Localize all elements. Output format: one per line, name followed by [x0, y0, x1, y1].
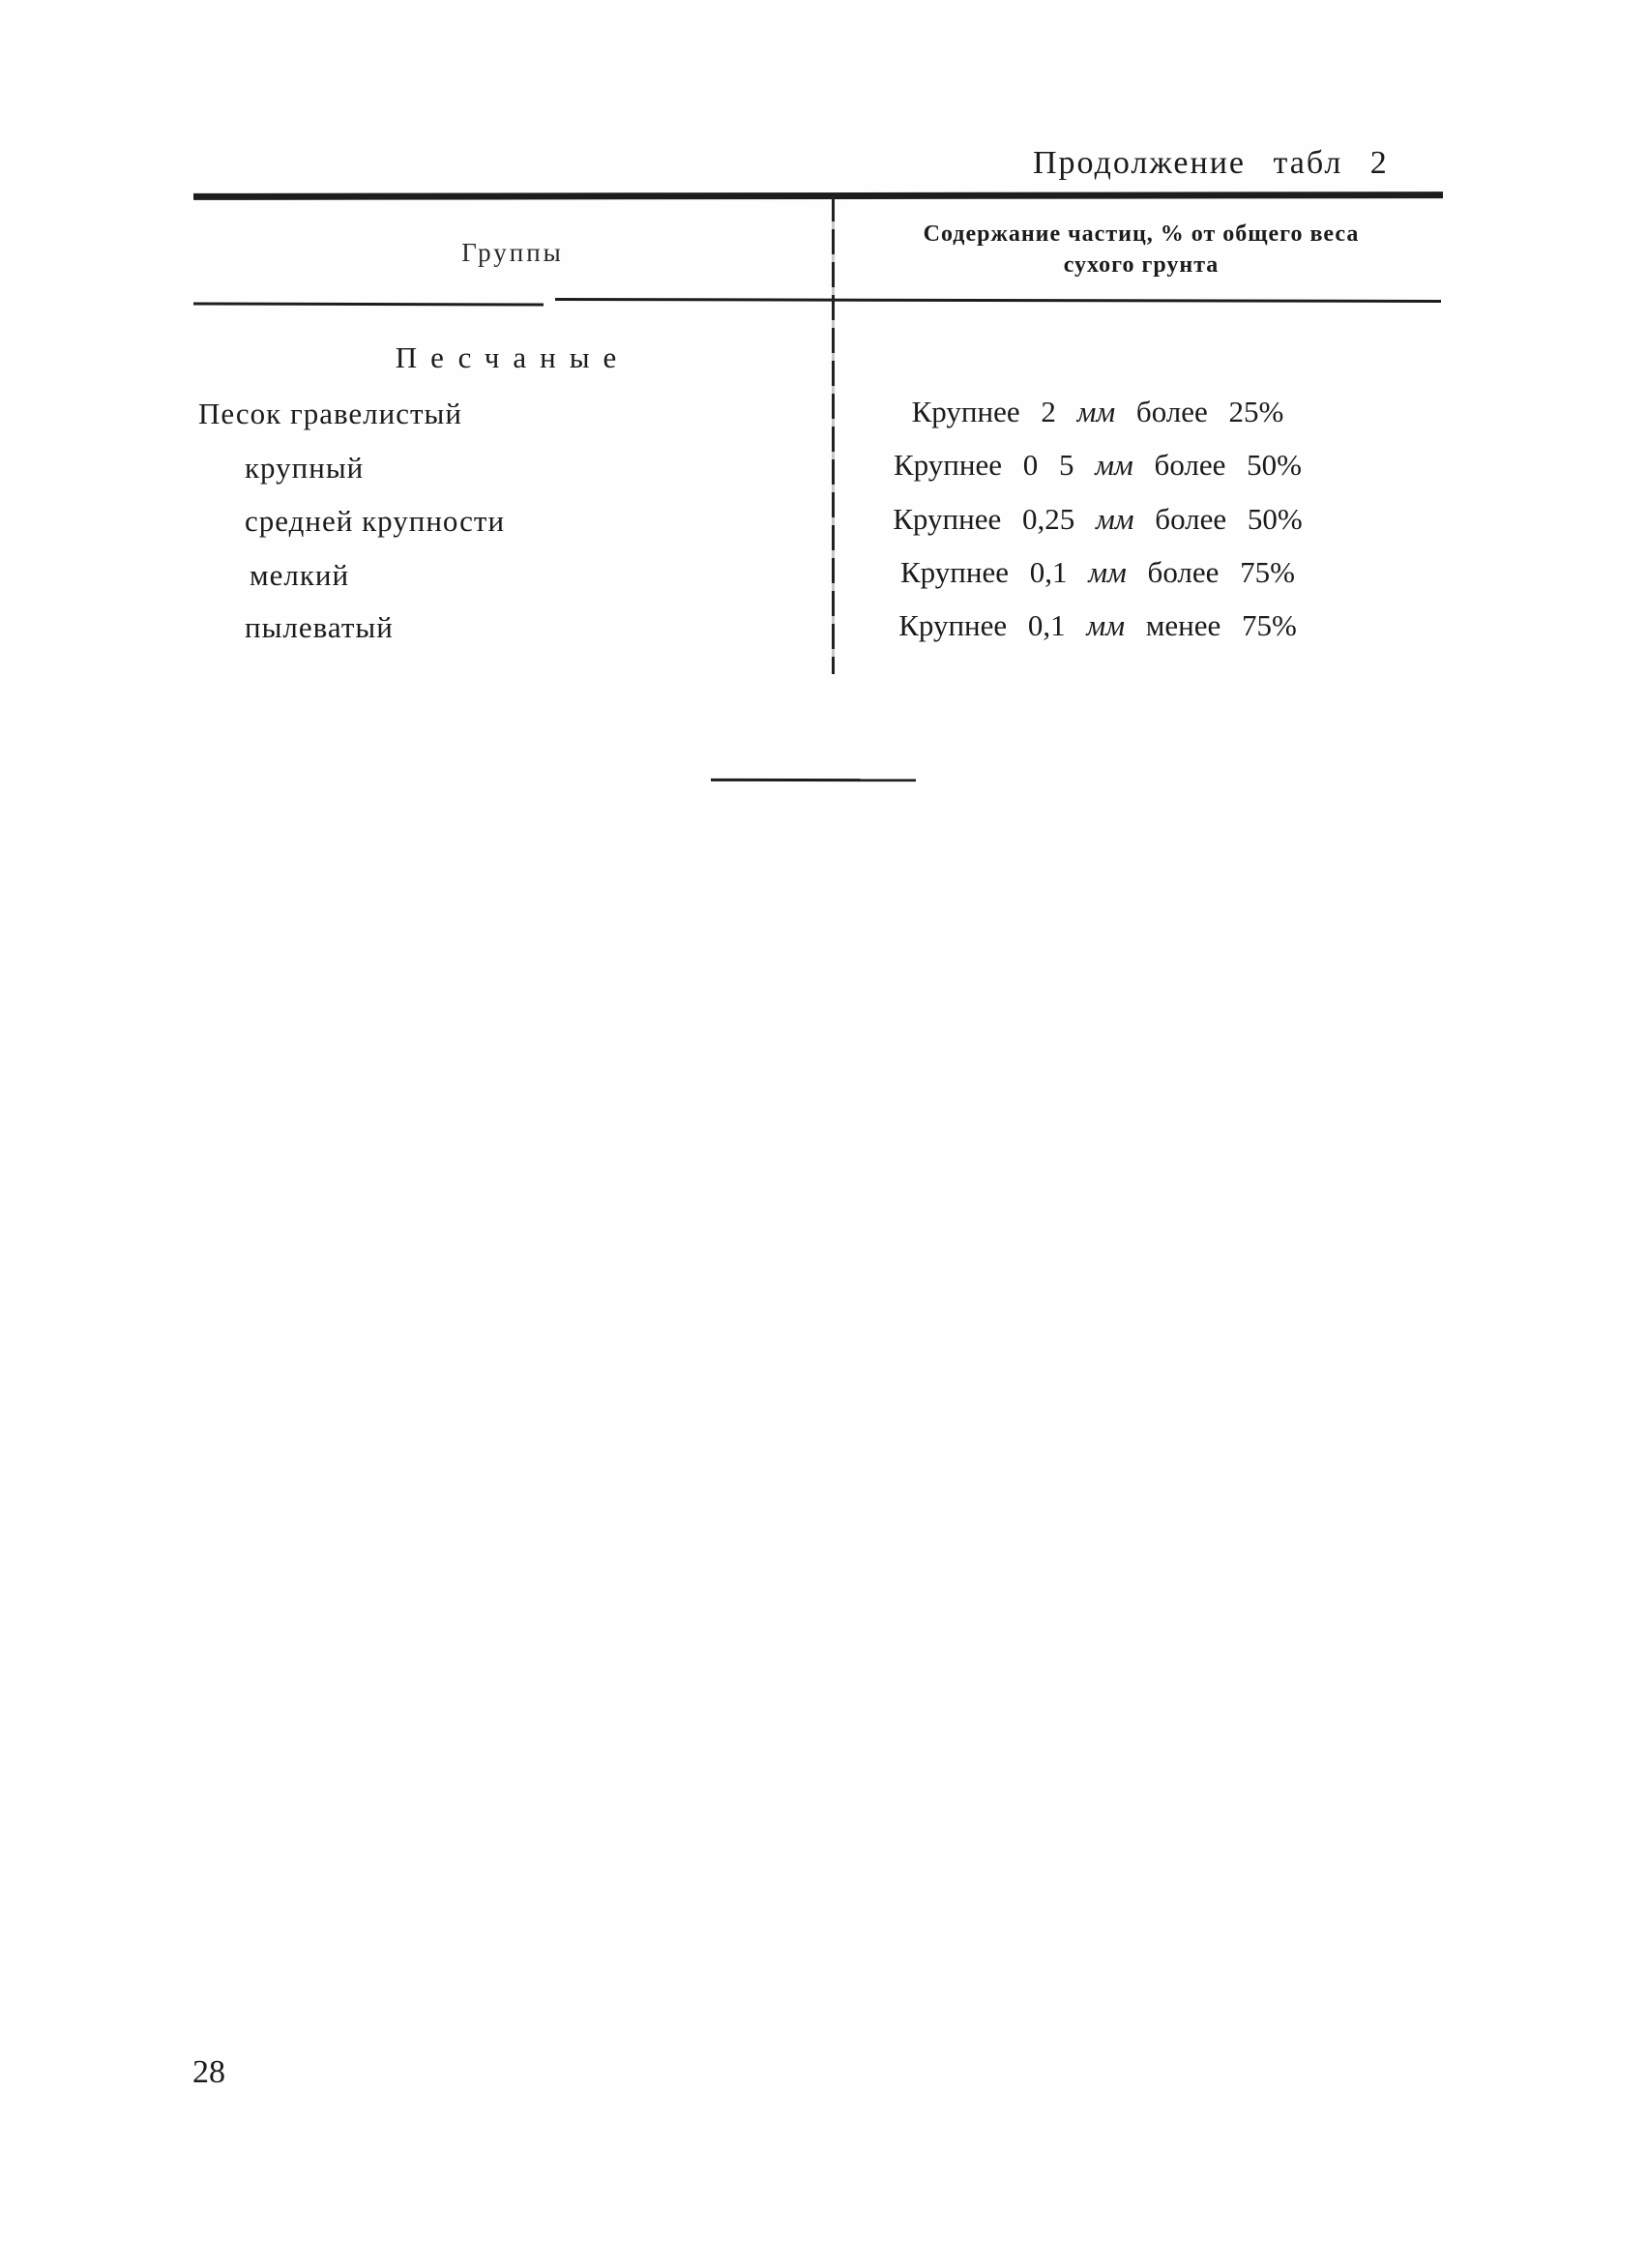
page-number: 28	[192, 2054, 225, 2090]
column-header-groups: Группы	[461, 238, 564, 267]
value-condition: более	[1155, 502, 1227, 536]
table-top-rule	[193, 191, 1443, 200]
table-row-group: крупный	[245, 451, 365, 485]
value-unit: мм	[1088, 555, 1127, 589]
value-prefix: Крупнее	[900, 555, 1009, 589]
value-prefix: Крупнее	[893, 502, 1002, 536]
value-percent: 50%	[1247, 448, 1302, 482]
value-size: 0 5	[1022, 448, 1074, 482]
table-header-rule-right	[555, 298, 1441, 303]
value-unit: мм	[1086, 608, 1125, 642]
column-header-content-line2: сухого грунта	[1063, 252, 1220, 279]
table-continuation-label: Продолжение табл 2	[1033, 145, 1389, 181]
value-condition: более	[1154, 448, 1226, 482]
value-size: 0,25	[1021, 502, 1075, 536]
value-percent: 25%	[1228, 395, 1284, 428]
table-row-value	[851, 395, 1344, 429]
table-row-value	[851, 555, 1344, 590]
table-row-value	[851, 502, 1344, 537]
value-condition: более	[1135, 395, 1208, 428]
value-percent: 75%	[1241, 608, 1297, 642]
table-header-rule-left	[193, 303, 544, 307]
value-size: 0,1	[1029, 555, 1068, 589]
value-size: 2	[1041, 395, 1056, 428]
value-prefix: Крупнее	[911, 395, 1020, 428]
value-unit: мм	[1095, 448, 1133, 482]
table-row-value	[851, 448, 1344, 483]
value-unit: мм	[1095, 502, 1134, 536]
table-row-value	[851, 608, 1344, 643]
column-header-content-line1: Содержание частиц, % от общего веса	[923, 221, 1360, 247]
table-row-group: средней крупности	[245, 504, 506, 538]
section-title-sandy: Песчаные	[395, 340, 631, 374]
value-unit: мм	[1076, 395, 1116, 428]
value-prefix: Крупнее	[898, 608, 1008, 642]
value-condition: более	[1147, 555, 1220, 589]
value-prefix: Крупнее	[894, 448, 1002, 482]
value-condition: менее	[1145, 608, 1221, 642]
table-row-group: мелкий	[250, 558, 350, 592]
value-percent: 75%	[1240, 555, 1295, 589]
table-row-group: Песок гравелистый	[198, 397, 462, 430]
table-column-divider	[832, 196, 835, 674]
table-end-rule	[711, 779, 916, 781]
value-percent: 50%	[1247, 502, 1303, 536]
column-header-content	[841, 219, 1441, 281]
table-row-group: пылеватый	[245, 610, 394, 644]
value-size: 0,1	[1027, 608, 1066, 642]
